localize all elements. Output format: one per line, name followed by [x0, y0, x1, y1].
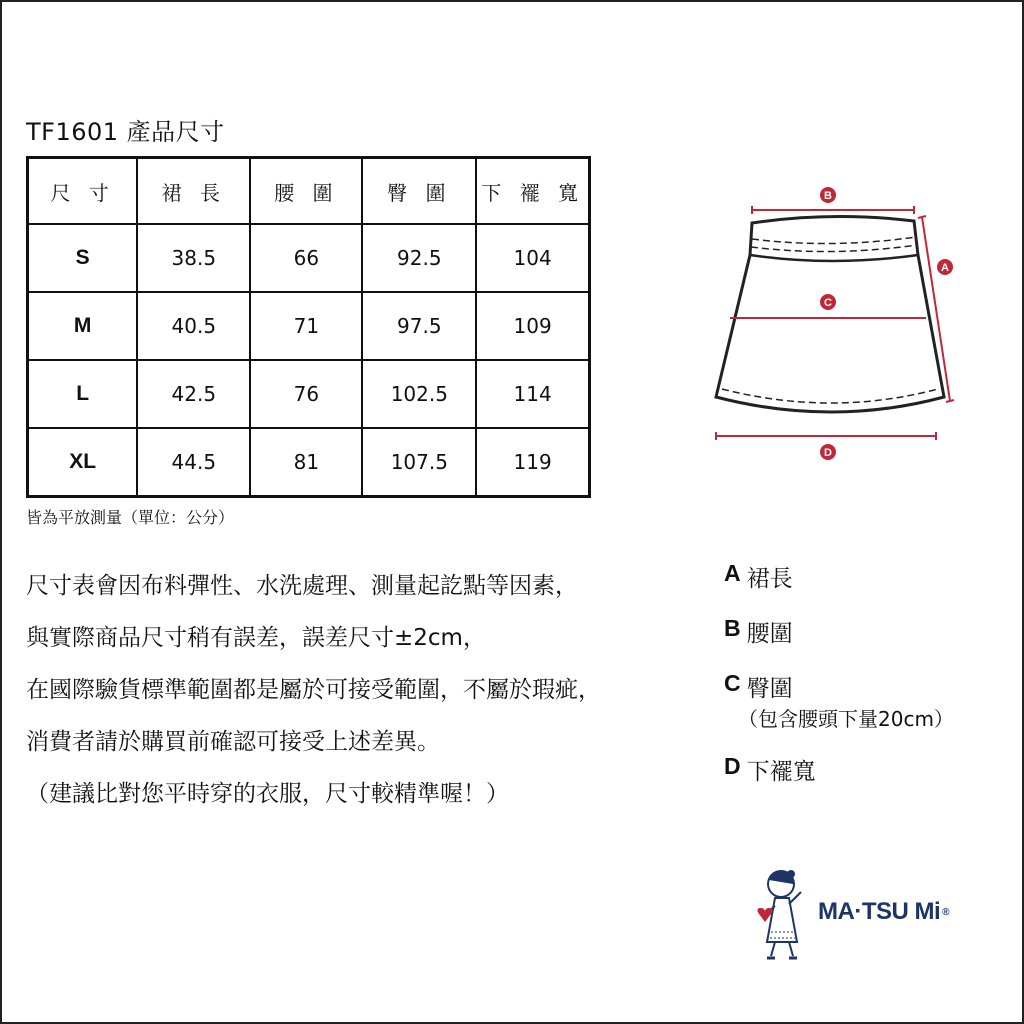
skirt-diagram — [700, 175, 970, 475]
marker-c-label: C — [824, 297, 832, 309]
legend-note: （包含腰頭下量20cm） — [738, 707, 954, 731]
column-header-size: 尺 寸 — [28, 158, 138, 225]
legend-letter: C — [724, 670, 741, 696]
measure-tick — [918, 216, 926, 218]
marker-a-label: A — [941, 262, 949, 274]
disclaimer-line: （建議比對您平時穿的衣服，尺寸較精準喔！） — [26, 781, 509, 807]
size-disclaimer — [26, 560, 706, 820]
brand-name: MA·TSU Mi — [818, 898, 941, 925]
size-label: L — [28, 360, 138, 428]
page-title: TF1601 產品尺寸 — [26, 118, 225, 146]
table-cell: 66 — [250, 224, 362, 292]
size-table — [26, 156, 591, 498]
table-cell: 114 — [476, 360, 589, 428]
table-row — [28, 292, 590, 360]
table-cell: 119 — [476, 428, 589, 497]
table-cell: 102.5 — [362, 360, 476, 428]
table-cell: 44.5 — [137, 428, 250, 497]
disclaimer-line: 與實際商品尺寸稍有誤差，誤差尺寸±2cm， — [26, 625, 486, 651]
legend-label: 下襬寬 — [746, 759, 816, 785]
size-label: M — [28, 292, 138, 360]
brand-mascot-icon — [745, 862, 817, 962]
legend-item-a — [724, 560, 954, 615]
table-header-row — [28, 158, 590, 225]
legend-item-d — [724, 753, 954, 808]
legend-letter: A — [724, 560, 741, 586]
size-label: S — [28, 224, 138, 292]
registered-mark: ® — [942, 907, 950, 919]
table-cell: 76 — [250, 360, 362, 428]
legend-item-b — [724, 615, 954, 670]
size-label: XL — [28, 428, 138, 497]
table-cell: 109 — [476, 292, 589, 360]
table-row — [28, 224, 590, 292]
disclaimer-line: 尺寸表會因布料彈性、水洗處理、測量起訖點等因素， — [26, 573, 578, 599]
measure-tick — [946, 400, 954, 402]
marker-d-label: D — [824, 447, 832, 459]
measurement-legend — [724, 560, 954, 808]
marker-b-label: B — [824, 190, 832, 202]
legend-letter: D — [724, 753, 741, 779]
column-header-length: 裙 長 — [137, 158, 250, 225]
column-header-hip: 臀 圍 — [362, 158, 476, 225]
legend-label: 裙長 — [746, 566, 793, 592]
table-cell: 104 — [476, 224, 589, 292]
table-cell: 92.5 — [362, 224, 476, 292]
table-cell: 81 — [250, 428, 362, 497]
column-header-waist: 腰 圍 — [250, 158, 362, 225]
table-row — [28, 360, 590, 428]
table-cell: 97.5 — [362, 292, 476, 360]
measurement-note: 皆為平放測量（單位：公分） — [26, 508, 235, 527]
disclaimer-line: 消費者請於購買前確認可接受上述差異。 — [26, 729, 440, 755]
table-cell: 71 — [250, 292, 362, 360]
brand-logo — [818, 898, 949, 926]
legend-letter: B — [724, 615, 741, 641]
column-header-hem: 下 襬 寬 — [476, 158, 589, 225]
table-cell: 107.5 — [362, 428, 476, 497]
disclaimer-line: 在國際驗貨標準範圍都是屬於可接受範圍，不屬於瑕疵， — [26, 677, 601, 703]
table-cell: 38.5 — [137, 224, 250, 292]
table-cell: 40.5 — [137, 292, 250, 360]
legend-label: 臀圍 — [746, 676, 793, 702]
legend-label: 腰圍 — [746, 621, 793, 647]
table-row — [28, 428, 590, 497]
table-cell: 42.5 — [137, 360, 250, 428]
